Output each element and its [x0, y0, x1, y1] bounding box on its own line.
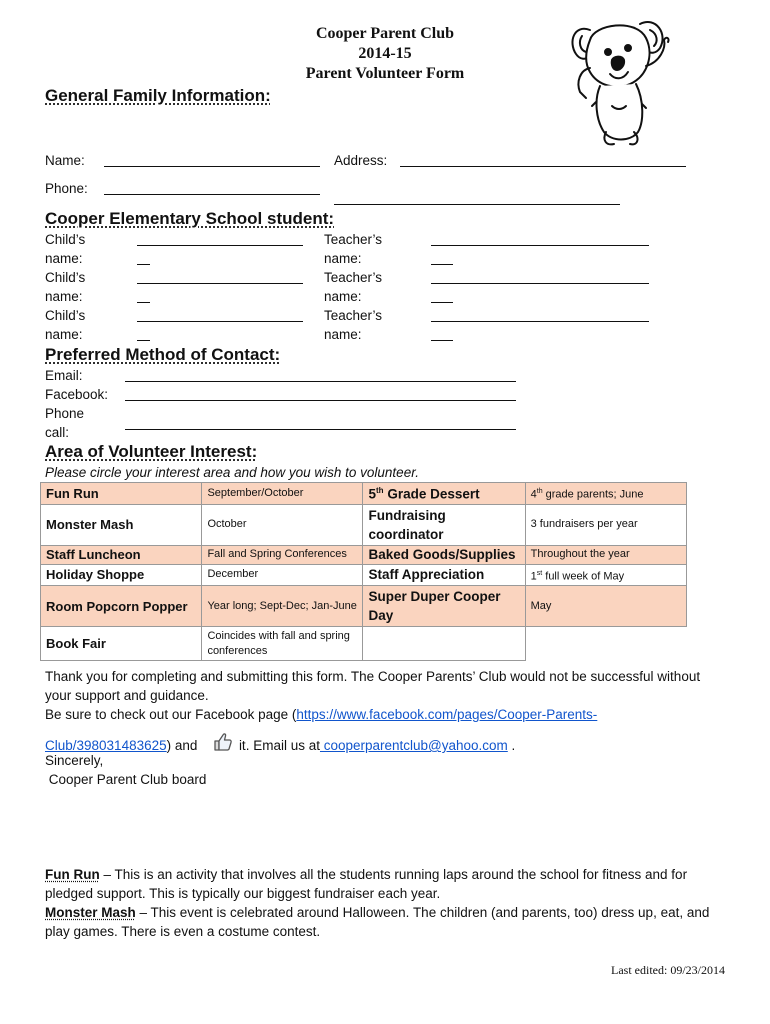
child-name-label-cont: name:	[45, 327, 83, 342]
form-title-line-2: 2014-15	[358, 45, 412, 62]
monster-mash-description: Monster Mash – This event is celebrated around Halloween. The children (and parents, too) dress up, eat, and play games. There is even a costume contest.	[45, 905, 710, 939]
timing-cell[interactable]: May	[525, 586, 686, 627]
facebook-link-cont[interactable]: Club/398031483625	[45, 738, 167, 753]
teacher-name-input-line-stub	[431, 264, 453, 265]
activity-cell[interactable]: Room Popcorn Popper	[41, 586, 202, 627]
teacher-name-label: Teacher’s	[324, 232, 383, 247]
teacher-name-label: Teacher’s	[324, 270, 383, 285]
thank-you-paragraph: Thank you for completing and submitting this form. The Cooper Parents’ Club would not be successful without your support and guidance.	[45, 669, 701, 703]
email-label: Email:	[45, 368, 83, 383]
teacher-name-label-cont: name:	[324, 289, 362, 304]
activity-cell[interactable]: Staff Appreciation	[363, 564, 525, 586]
form-title-line-1: Cooper Parent Club	[315, 25, 455, 42]
name-input-line[interactable]	[104, 166, 320, 167]
timing-cell[interactable]: December	[202, 564, 363, 586]
timing-cell[interactable]: October	[202, 504, 363, 545]
timing-cell[interactable]: Coincides with fall and spring conferences	[202, 627, 363, 661]
phone-label: Phone:	[45, 181, 88, 196]
table-row	[41, 483, 687, 505]
phone-input-line[interactable]	[104, 194, 320, 195]
child-name-label: Child’s	[45, 270, 86, 285]
facebook-paragraph: Be sure to check out our Facebook page (https://www.facebook.com/pages/Cooper-Parents-	[45, 707, 598, 722]
email-input-line[interactable]	[125, 381, 516, 382]
volunteer-table	[40, 482, 687, 661]
child-name-label-cont: name:	[45, 289, 83, 304]
teacher-name-input-line-stub	[431, 302, 453, 303]
name-label: Name:	[45, 153, 85, 168]
activity-cell[interactable]: Monster Mash	[41, 504, 202, 545]
activity-cell[interactable]: Holiday Shoppe	[41, 564, 202, 586]
child-name-input-line-stub	[137, 302, 150, 303]
table-row	[41, 586, 687, 627]
student-heading: Cooper Elementary School student:	[45, 209, 335, 228]
activity-cell[interactable]: Fun Run	[41, 483, 202, 505]
phone-call-input-line[interactable]	[125, 429, 516, 430]
activity-cell[interactable]: Super Duper Cooper Day	[363, 586, 525, 627]
teacher-name-label-cont: name:	[324, 251, 362, 266]
table-row	[41, 627, 687, 661]
timing-cell[interactable]: 3 fundraisers per year	[525, 504, 686, 545]
timing-cell[interactable]: Year long; Sept-Dec; Jan-June	[202, 586, 363, 627]
child-name-input-line[interactable]	[137, 245, 303, 246]
general-info-heading: General Family Information:	[45, 86, 271, 105]
activity-cell[interactable]: 5th Grade Dessert	[363, 483, 525, 505]
activity-cell[interactable]: Baked Goods/Supplies	[363, 545, 525, 564]
activity-cell[interactable]: Staff Luncheon	[41, 545, 202, 564]
table-row	[41, 545, 687, 564]
teacher-name-input-line-stub	[431, 340, 453, 341]
teacher-name-input-line[interactable]	[431, 245, 649, 246]
child-name-label: Child’s	[45, 308, 86, 323]
child-name-label-cont: name:	[45, 251, 83, 266]
teacher-name-label: Teacher’s	[324, 308, 383, 323]
timing-cell[interactable]: 4th grade parents; June	[525, 483, 686, 505]
phone-call-label-cont: call:	[45, 425, 70, 440]
email-link[interactable]: cooperparentclub@yahoo.com	[319, 738, 508, 753]
fun-run-term: Fun Run	[45, 867, 100, 882]
sincerely-text: Sincerely,	[45, 753, 104, 768]
timing-cell[interactable]: Fall and Spring Conferences	[202, 545, 363, 564]
fun-run-description: Fun Run – This is an activity that involves all the students running laps around the school for fitness and for pledged support. This is typically our biggest fundraiser each year.	[45, 867, 688, 901]
thumbs-up-icon[interactable]	[213, 732, 233, 752]
empty-cell	[525, 627, 686, 661]
facebook-input-line[interactable]	[125, 400, 516, 401]
child-name-input-line-stub	[137, 264, 150, 265]
volunteer-heading: Area of Volunteer Interest:	[45, 442, 258, 461]
child-name-input-line[interactable]	[137, 283, 303, 284]
child-name-label: Child’s	[45, 232, 86, 247]
monster-mash-term: Monster Mash	[45, 905, 136, 920]
timing-cell[interactable]: Throughout the year	[525, 545, 686, 564]
teacher-name-input-line[interactable]	[431, 283, 649, 284]
table-row	[41, 504, 687, 545]
activity-cell	[363, 627, 525, 661]
last-edited-date: Last edited: 09/23/2014	[611, 963, 725, 977]
teacher-name-input-line[interactable]	[431, 321, 649, 322]
facebook-paragraph-cont: Club/398031483625) and it. Email us at cooperparentclub@yahoo.com .	[45, 732, 725, 755]
table-row	[41, 564, 687, 586]
timing-cell[interactable]: 1st full week of May	[525, 564, 686, 586]
signature-text: Cooper Parent Club board	[45, 772, 207, 787]
volunteer-instruction: Please circle your interest area and how you wish to volunteer.	[45, 465, 419, 480]
phone-call-label: Phone	[45, 406, 85, 421]
teacher-name-label-cont: name:	[324, 327, 362, 342]
timing-cell[interactable]: September/October	[202, 483, 363, 505]
koala-icon	[560, 10, 680, 150]
form-title-line-3: Parent Volunteer Form	[305, 65, 465, 82]
child-name-input-line-stub	[137, 340, 150, 341]
address-input-line[interactable]	[400, 166, 686, 167]
child-name-input-line[interactable]	[137, 321, 303, 322]
activity-cell[interactable]: Book Fair	[41, 627, 202, 661]
contact-heading: Preferred Method of Contact:	[45, 345, 281, 364]
activity-cell[interactable]: Fundraising coordinator	[363, 504, 525, 545]
facebook-label: Facebook:	[45, 387, 109, 402]
facebook-link[interactable]: https://www.facebook.com/pages/Cooper-Parents-	[296, 707, 598, 722]
address-input-line-2[interactable]	[334, 204, 620, 205]
address-label: Address:	[334, 153, 388, 168]
